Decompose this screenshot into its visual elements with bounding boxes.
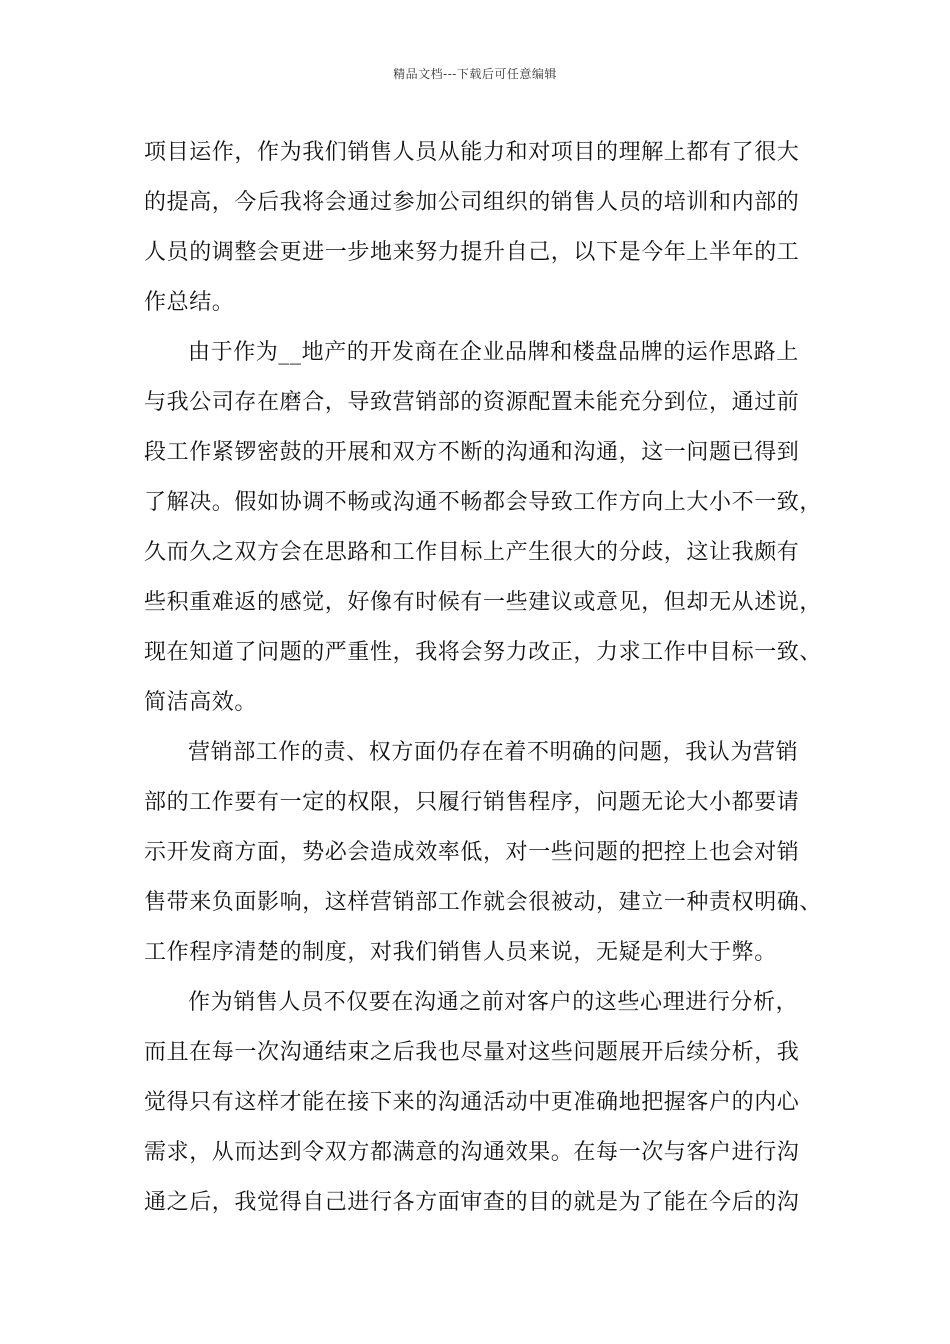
text-line: 工作程序清楚的制度，对我们销售人员来说，无疑是利大于弊。 [144, 940, 777, 965]
text-line: 需求，从而达到令双方都满意的沟通效果。在每一次与客户进行沟 [144, 1140, 800, 1165]
text-line: 简洁高效。 [144, 690, 258, 715]
text-line: 售带来负面影响，这样营销部工作就会很被动，建立一种责权明确、 [144, 890, 823, 915]
document-body [144, 128, 823, 1228]
text-line: 人员的调整会更进一步地来努力提升自己，以下是今年上半年的工 [144, 240, 800, 265]
text-line: 段工作紧锣密鼓的开展和双方不断的沟通和沟通，这一问题已得到 [144, 440, 800, 465]
paragraph-first-line: 营销部工作的责、权方面仍存在着不明确的问题，我认为营销 [188, 740, 799, 765]
text-line: 觉得只有这样才能在接下来的沟通活动中更准确地把握客户的内心 [144, 1090, 800, 1115]
paragraph-first-line: 作为销售人员不仅要在沟通之前对客户的这些心理进行分析， [188, 990, 799, 1015]
text-line: 了解决。假如协调不畅或沟通不畅都会导致工作方向上大小不一致， [144, 490, 823, 515]
text-line: 作总结。 [144, 290, 235, 315]
text-line: 而且在每一次沟通结束之后我也尽量对这些问题展开后续分析，我 [144, 1040, 800, 1065]
page-header: 精品文档---下载后可任意编辑 [393, 67, 557, 81]
paragraph-first-line: 由于作为__地产的开发商在企业品牌和楼盘品牌的运作思路上 [188, 340, 799, 365]
text-line: 的提高，今后我将会通过参加公司组织的销售人员的培训和内部的 [144, 190, 800, 215]
text-line: 部的工作要有一定的权限，只履行销售程序，问题无论大小都要请 [144, 790, 800, 815]
text-line: 项目运作，作为我们销售人员从能力和对项目的理解上都有了很大 [144, 140, 800, 165]
text-line: 示开发商方面，势必会造成效率低，对一些问题的把控上也会对销 [144, 840, 800, 865]
text-line: 久而久之双方会在思路和工作目标上产生很大的分歧，这让我颇有 [144, 540, 800, 565]
text-line: 通之后，我觉得自己进行各方面审查的目的就是为了能在今后的沟 [144, 1190, 800, 1215]
text-line: 些积重难返的感觉，好像有时候有一些建议或意见，但却无从述说， [144, 590, 823, 615]
text-line: 与我公司存在磨合，导致营销部的资源配置未能充分到位，通过前 [144, 390, 800, 415]
text-line: 现在知道了问题的严重性，我将会努力改正，力求工作中目标一致、 [144, 640, 823, 665]
